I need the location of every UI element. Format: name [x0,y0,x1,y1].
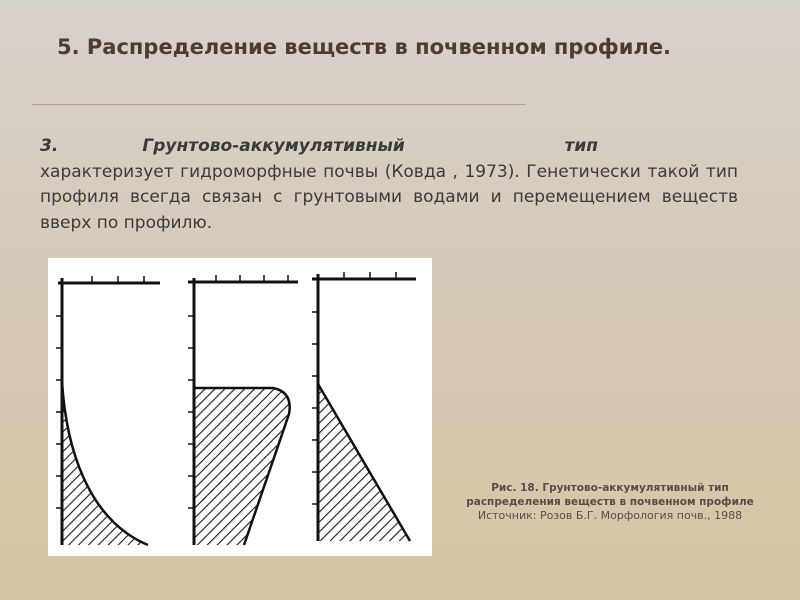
profile-figure [48,258,432,556]
title-divider [32,104,526,105]
panel-1-hatched-area [62,381,148,545]
profile-panel-3 [312,272,416,541]
panel-2-hatched-area [194,388,290,545]
body-emph-number: 3. [40,136,59,156]
caption-title: Рис. 18. Грунтово-аккумулятивный тип распределения веществ в почвенном профиле [466,482,754,508]
body-emph-type-name: Грунтово-аккумулятивный [142,136,405,156]
body-emph-type-word: тип [564,136,599,156]
profile-panel-1 [56,276,160,545]
body-paragraph [40,134,738,236]
figure-caption [458,481,762,523]
body-rest-text: характеризует гидроморфные почвы (Ковда , 1973). Генетически такой тип профиля всегда связан с грунтовыми водами и перемещением веществ вверх по профилю. [40,161,738,233]
slide-title: 5. Распределение веществ в почвенном профиле. [57,35,672,59]
profile-panel-2 [188,275,298,545]
caption-source: Источник: Розов Б.Г. Морфология почв., 1988 [477,509,743,522]
